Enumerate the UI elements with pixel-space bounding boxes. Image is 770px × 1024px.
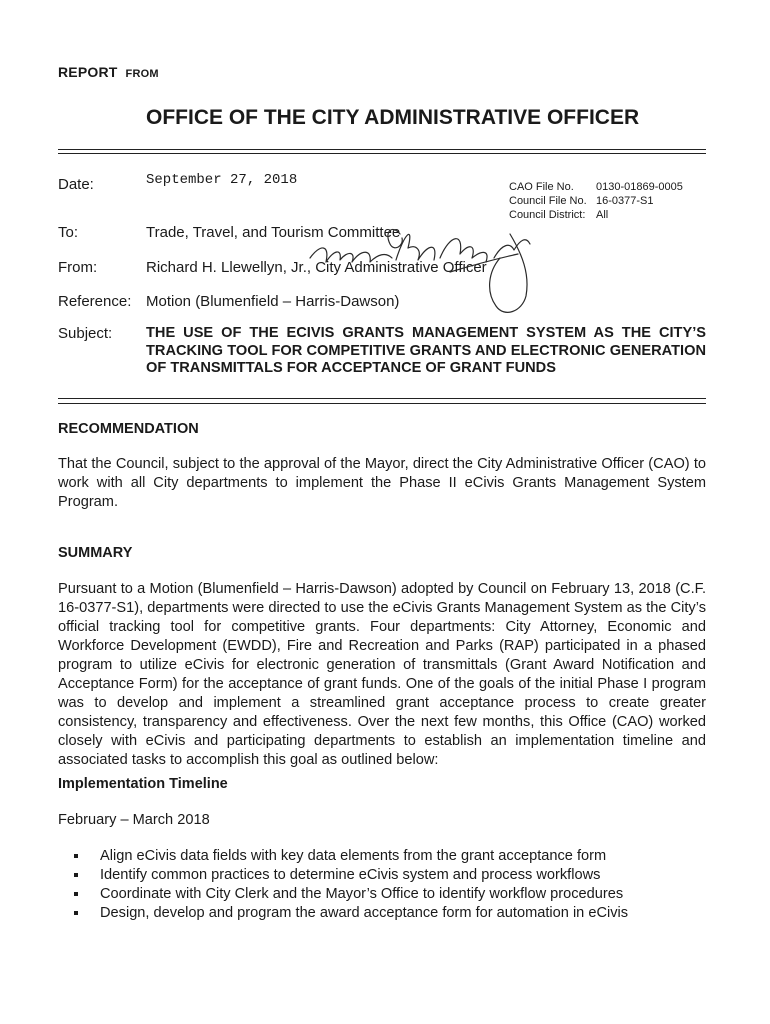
date-value: September 27, 2018: [146, 172, 298, 188]
file-info-label: CAO File No.: [509, 181, 574, 193]
summary-text: Pursuant to a Motion (Blumenfield – Harris-Dawson) adopted by Council on February 13, 2018 (C.F. 16-0377-S1), departments were directed to use the eCivis Grants Management System as the City’s official tracking tool for competitive grants. Four departments: City Attorney, Economic and Workforce Development (EWDD), Fire and Recreation and Parks (RAP) participated in a phased program to utilize eCivis for electronic generation of transmittals (Grant Award Notification and Acceptance Form) for the acceptance of grant funds. One of the goals of the initial Phase I program was to develop and implement a streamlined grant acceptance process to create greater consistency, transparency and effectiveness. Over the next few months, this Office (CAO) worked closely with eCivis and participating departments to establish an implementation timeline and associated tasks to accomplish this goal as outlined below:: [58, 581, 706, 768]
file-info-label: Council File No.: [509, 195, 587, 207]
subject-value: THE USE OF THE ECIVIS GRANTS MANAGEMENT SYSTEM AS THE CITY’S TRACKING TOOL FOR COMPETITIVE GRANTS AND ELECTRONIC GENERATION OF TRANSMITTALS FOR ACCEPTANCE OF GRANT FUNDS: [146, 325, 706, 376]
to-label: To:: [58, 224, 79, 241]
file-info-row: [509, 194, 683, 208]
reference-value: Motion (Blumenfield – Harris-Dawson): [146, 293, 400, 310]
report-label: REPORT: [58, 64, 118, 80]
from-field-label: From:: [58, 259, 98, 276]
list-item: [74, 847, 714, 866]
list-item-text: Align eCivis data fields with key data elements from the grant acceptance form: [100, 848, 607, 864]
list-item-text: Identify common practices to determine eCivis system and process workflows: [100, 867, 601, 883]
list-item: [74, 885, 714, 904]
file-info-row: [509, 180, 683, 194]
header-divider-top-2: [58, 153, 706, 154]
to-value: Trade, Travel, and Tourism Committee: [146, 224, 401, 241]
timeline-heading: Implementation Timeline: [58, 776, 228, 792]
file-info-label: Council District:: [509, 209, 586, 221]
list-item: [74, 866, 714, 885]
header-divider-bottom-1: [58, 398, 706, 399]
bullet-icon: [74, 911, 78, 915]
bullet-icon: [74, 873, 78, 877]
subject-label: Subject:: [58, 325, 113, 342]
office-title: OFFICE OF THE CITY ADMINISTRATIVE OFFICER: [146, 106, 640, 129]
from-value: Richard H. Llewellyn, Jr., City Administrative Officer: [146, 259, 487, 276]
file-info-value: 0130-01869-0005: [596, 181, 683, 193]
report-from-line: [58, 64, 159, 82]
list-item: [74, 904, 714, 923]
signature-image: [300, 214, 540, 324]
list-item-text: Design, develop and program the award acceptance form for automation in eCivis: [100, 905, 629, 921]
bullet-icon: [74, 892, 78, 896]
file-info-value: 16-0377-S1: [596, 195, 654, 207]
bullet-icon: [74, 854, 78, 858]
header-divider-bottom-2: [58, 403, 706, 404]
reference-label: Reference:: [58, 293, 132, 310]
recommendation-heading: RECOMMENDATION: [58, 421, 199, 437]
header-divider-top-1: [58, 149, 706, 150]
timeline-period: February – March 2018: [58, 812, 210, 828]
from-label: FROM: [125, 68, 159, 80]
recommendation-text: That the Council, subject to the approval of the Mayor, direct the City Administrative Officer (CAO) to work with all City departments to implement the Phase II eCivis Grants Management System Program.: [58, 456, 706, 510]
list-item-text: Coordinate with City Clerk and the Mayor’s Office to identify workflow procedures: [100, 886, 624, 902]
file-info-value: All: [596, 209, 609, 221]
summary-heading: SUMMARY: [58, 545, 133, 561]
timeline-list: [74, 847, 714, 923]
date-label: Date:: [58, 176, 94, 193]
